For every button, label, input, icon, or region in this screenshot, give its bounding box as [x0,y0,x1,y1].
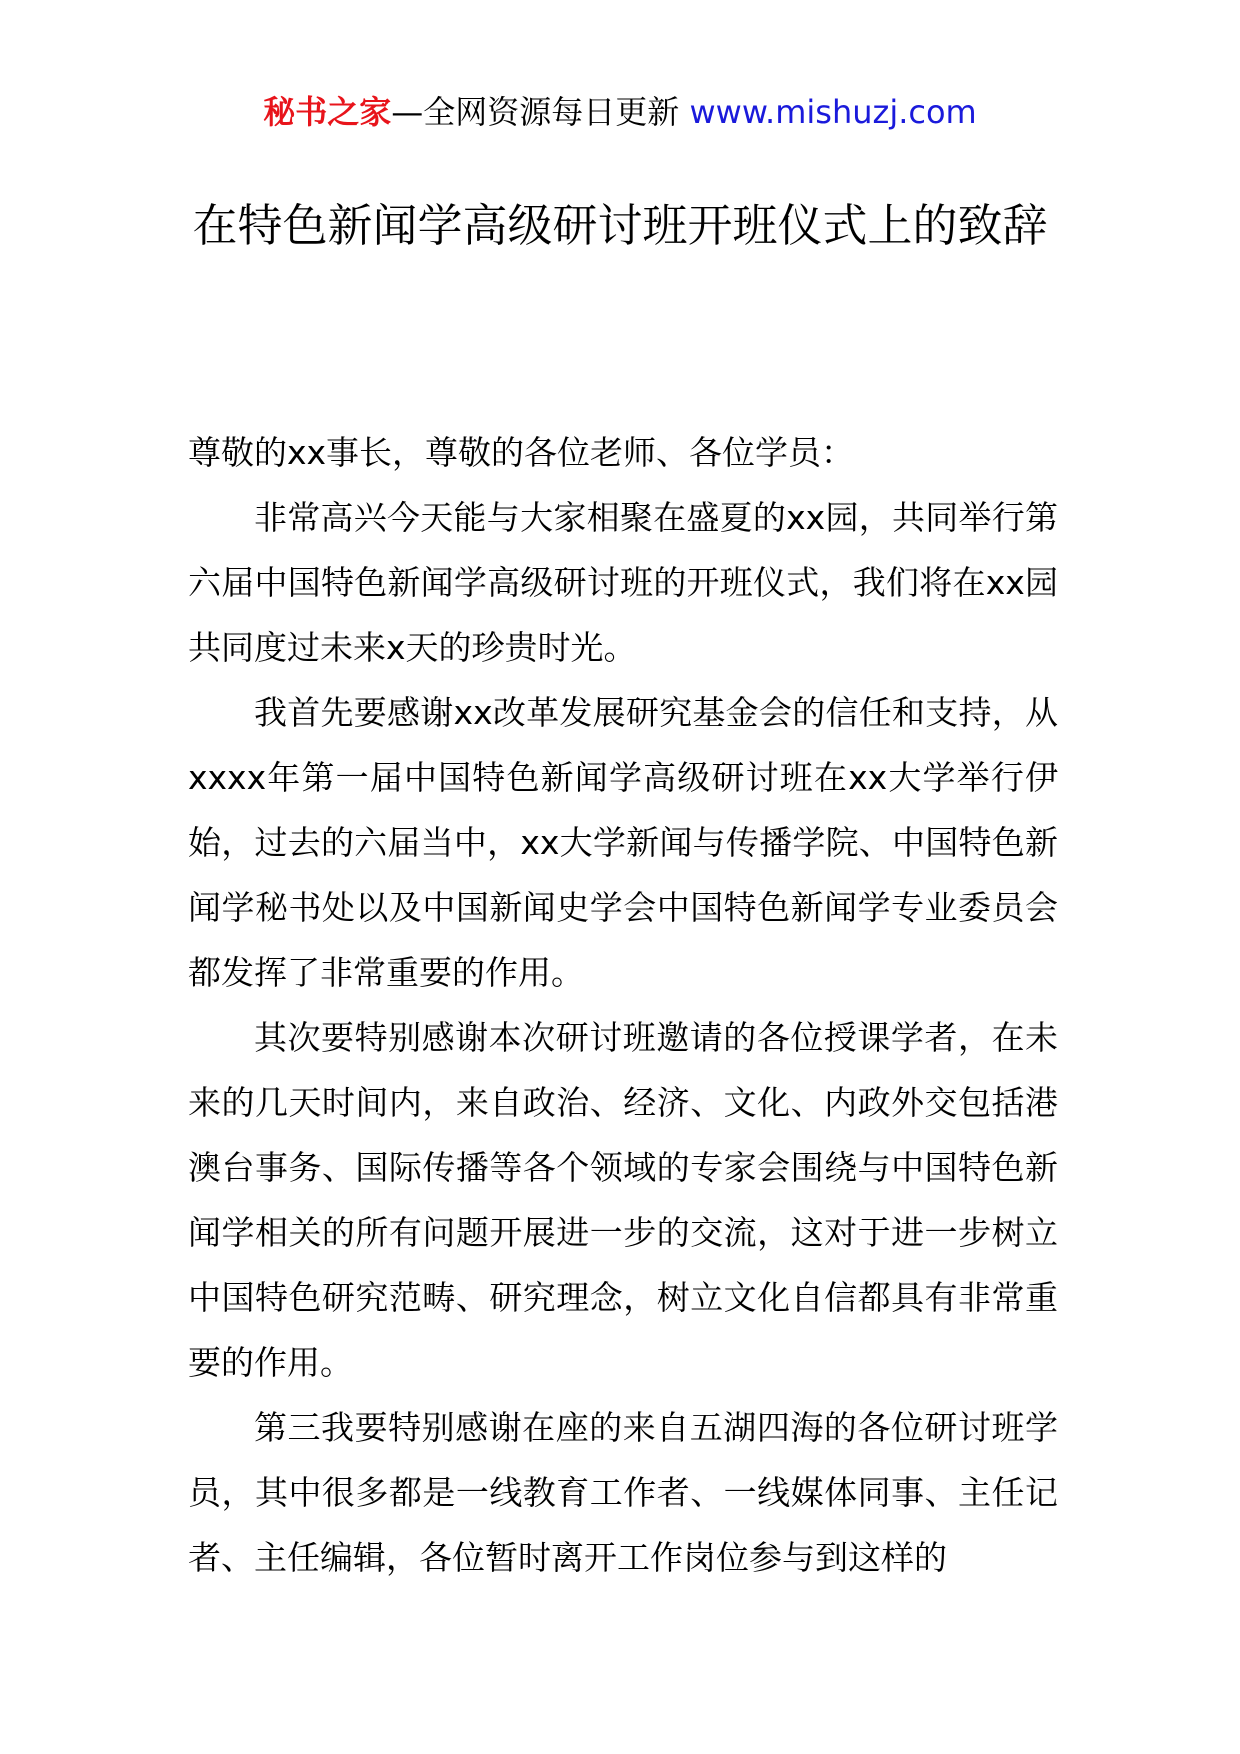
site-header [0,92,1240,132]
header-tagline: —全网资源每日更新 [391,93,690,131]
site-url-link[interactable]: www.mishuzj.com [689,93,977,131]
salutation: 尊敬的xx事长，尊敬的各位老师、各位学员： [188,433,855,472]
body-paragraph: 我首先要感谢xx改革发展研究基金会的信任和支持，从xxxx年第一届中国特色新闻学高级研讨班在xx大学举行伊始，过去的六届当中，xx大学新闻与传播学院、中国特色新闻学秘书处以及中国新闻史学会中国特色新闻学专业委员会都发挥了非常重要的作用。 [188,693,1058,992]
body-paragraph: 其次要特别感谢本次研讨班邀请的各位授课学者，在未来的几天时间内，来自政治、经济、文化、内政外交包括港澳台事务、国际传播等各个领域的专家会围绕与中国特色新闻学相关的所有问题开展进一步的交流，这对于进一步树立中国特色研究范畴、研究理念，树立文化自信都具有非常重要的作用。 [188,1018,1058,1382]
document-title: 在特色新闻学高级研讨班开班仪式上的致辞 [192,199,1048,252]
body-paragraph: 第三我要特别感谢在座的来自五湖四海的各位研讨班学员，其中很多都是一线教育工作者、一线媒体同事、主任记者、主任编辑，各位暂时离开工作岗位参与到这样的 [188,1408,1058,1577]
brand-name: 秘书之家 [263,93,392,131]
body-paragraph: 非常高兴今天能与大家相聚在盛夏的xx园，共同举行第六届中国特色新闻学高级研讨班的开班仪式，我们将在xx园共同度过未来x天的珍贵时光。 [188,498,1058,667]
document-body [188,420,1058,1590]
